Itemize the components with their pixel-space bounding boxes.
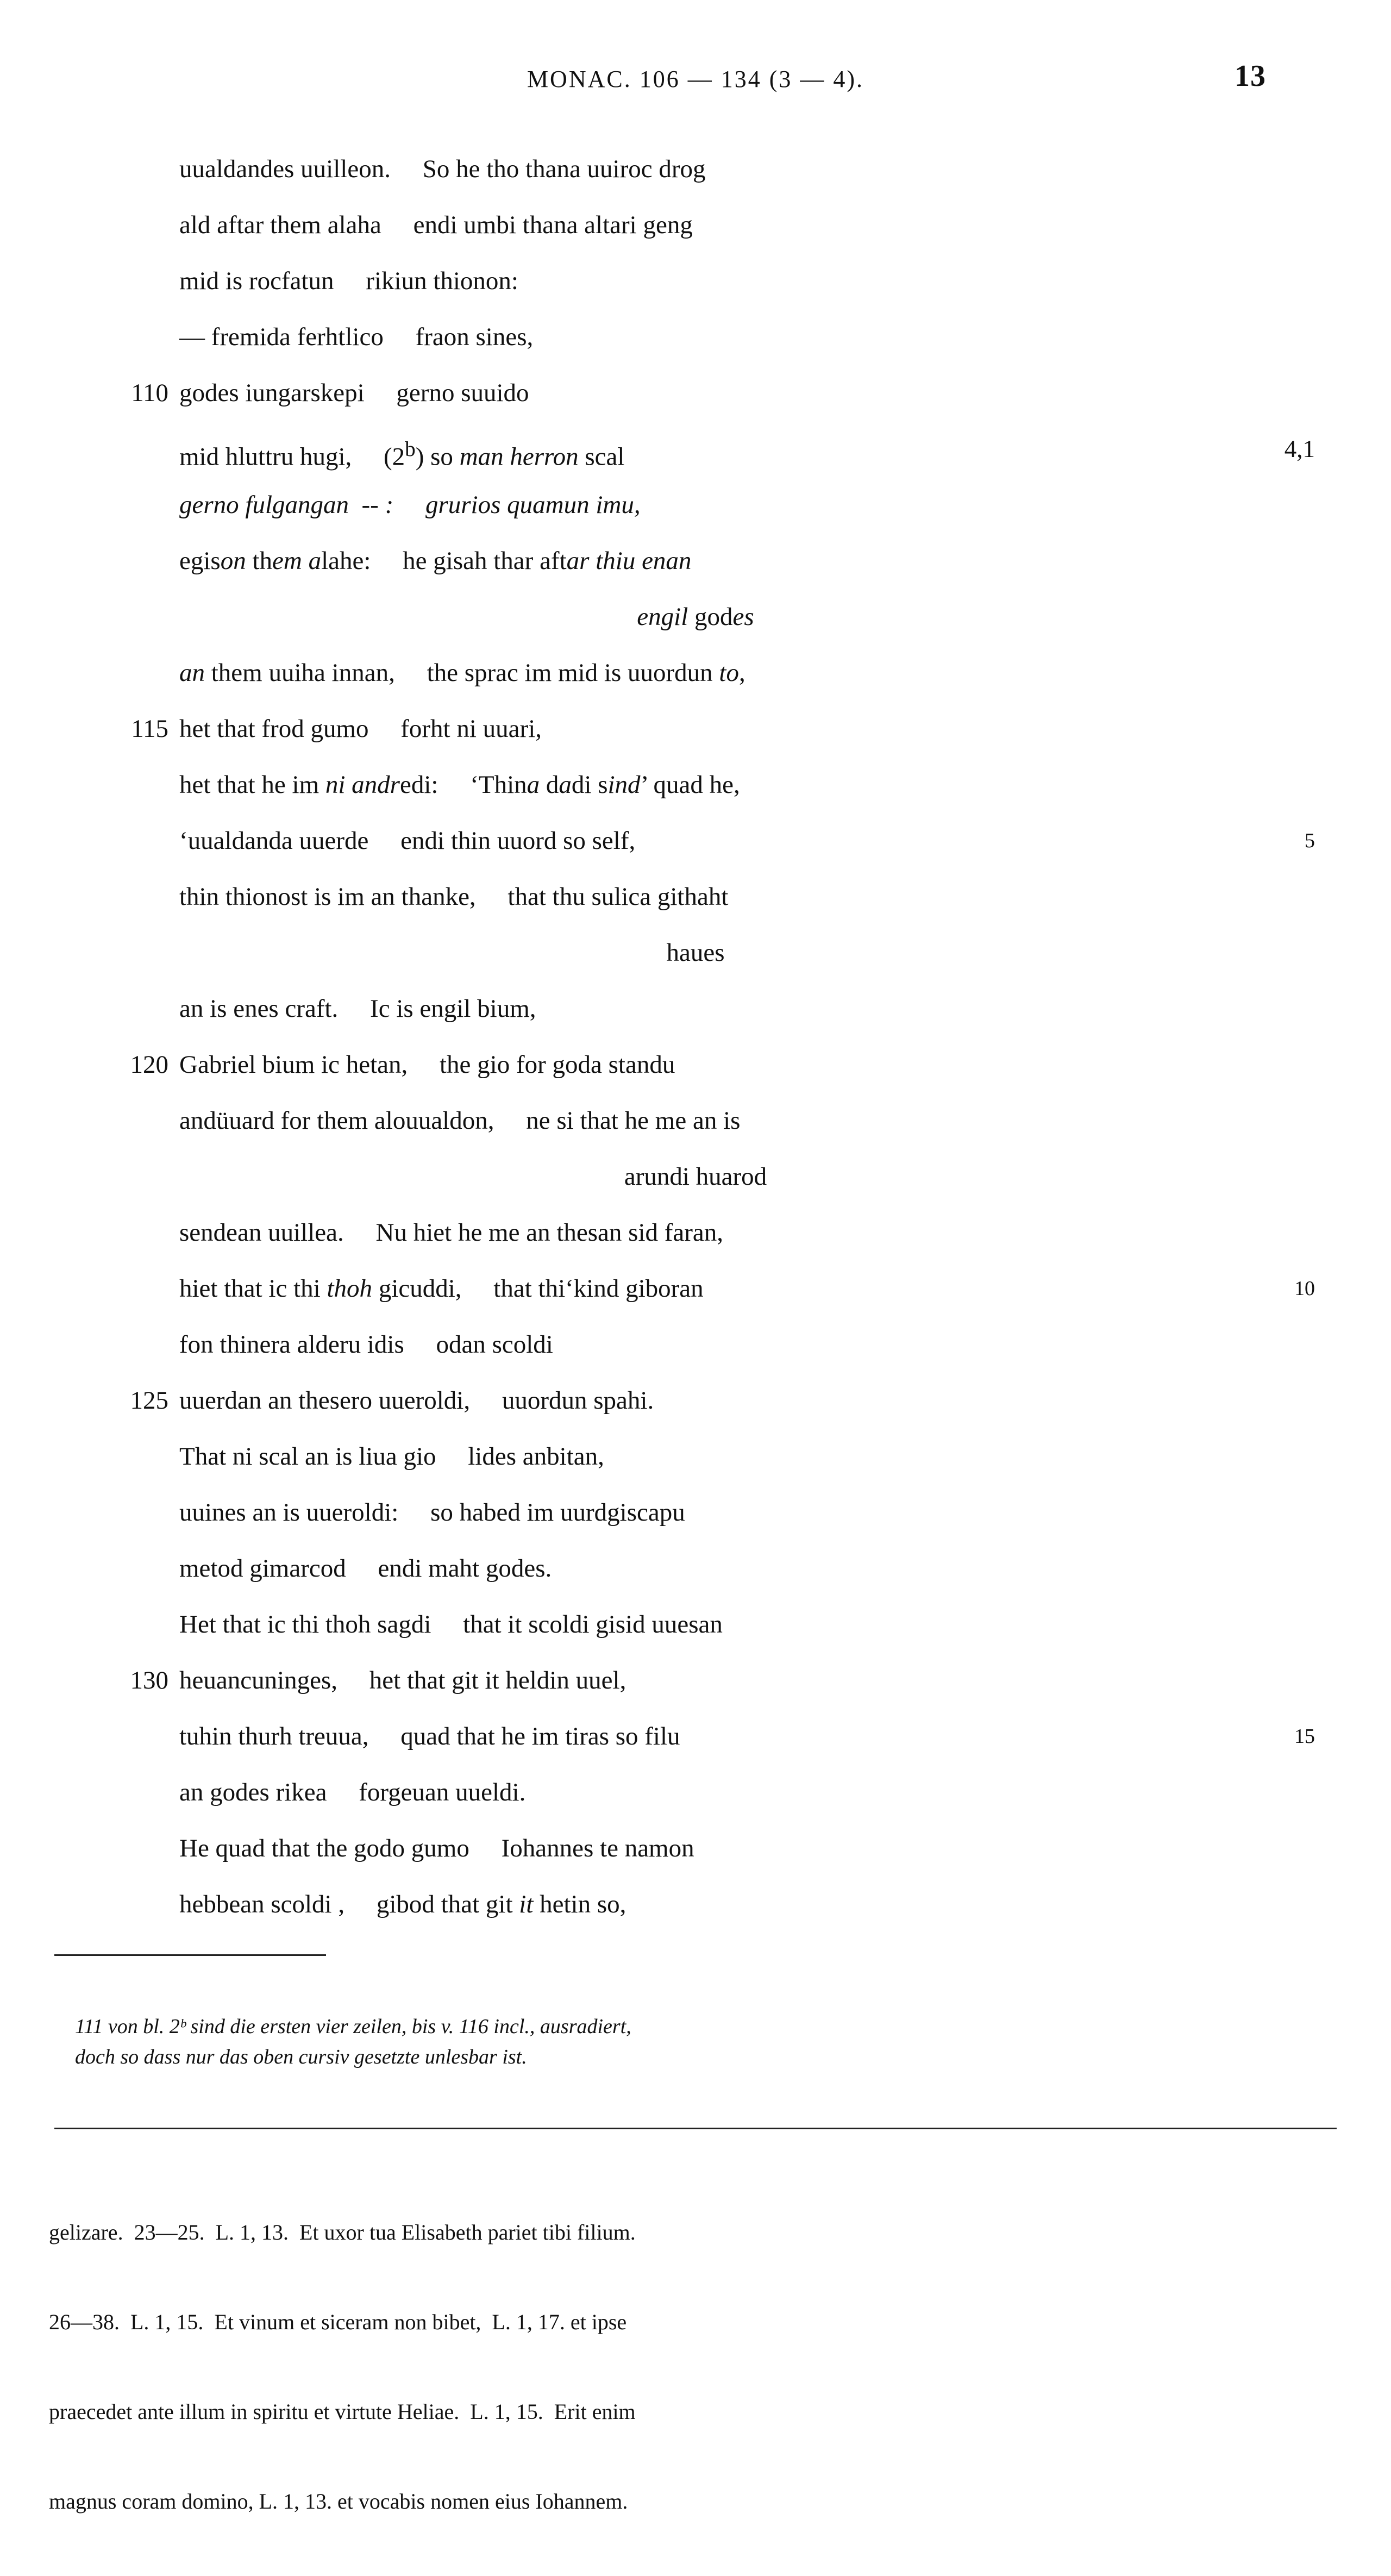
verse-line-number: 110 xyxy=(131,379,168,407)
verse-line-text: an godes rikea forgeuan uueldi. xyxy=(179,1778,526,1806)
verse-line-text: andüuard for them alouualdon, ne si that he me an is xyxy=(179,1106,741,1135)
verse-line-text: hebbean scoldi , gibod that git it hetin so, xyxy=(179,1890,626,1918)
verse-line-number: 120 xyxy=(130,1051,168,1079)
verse-line xyxy=(76,309,1315,365)
footnote-sources-line-4: magnus coram domino, L. 1, 13. et vocabis nomen eius Iohannem. xyxy=(49,2489,628,2514)
verse-line-text: het that he im ni andredi: ‘Thina dadi sind’ quad he, xyxy=(179,771,740,799)
footnote-sources-line-2: 26—38. L. 1, 15. Et vinum et siceram non bibet, L. 1, 17. et ipse xyxy=(49,2310,627,2334)
verse-line-text: mid hluttru hugi, (2$^b$) so man herron scal xyxy=(179,437,625,471)
verse-line xyxy=(76,365,1315,421)
verse-line xyxy=(76,1429,1315,1485)
verse-line-text: an is enes craft. Ic is engil bium, xyxy=(179,995,536,1023)
footnote-apparatus xyxy=(54,1981,1337,2103)
verse-line xyxy=(76,197,1315,253)
verse-line-text: heuancuninges, het that git it heldin uuel, xyxy=(179,1666,626,1695)
verse-line xyxy=(76,813,1315,869)
verse-line xyxy=(76,253,1315,309)
verse-line xyxy=(76,1261,1315,1317)
verse-line xyxy=(76,925,1315,981)
running-head-title: MONAC. 106 — 134 (3 — 4). xyxy=(527,66,864,92)
verse-line xyxy=(76,1205,1315,1261)
verse-line xyxy=(76,1373,1315,1429)
page-number: 13 xyxy=(1235,59,1266,93)
verse-line xyxy=(76,421,1315,477)
verse-line-text: fon thinera alderu idis odan scoldi xyxy=(179,1330,553,1359)
verse-line-text: Het that ic thi thoh sagdi that it scoldi gisid uuesan xyxy=(179,1610,723,1639)
verse-line xyxy=(76,1709,1315,1765)
verse-line xyxy=(76,1093,1315,1149)
verse-line-text: haues xyxy=(666,939,725,967)
verse-line xyxy=(76,1149,1315,1205)
verse-line-text: uualdandes uuilleon. So he tho thana uuiroc drog xyxy=(179,155,706,183)
verse-line-text: — fremida ferhtlico fraon sines, xyxy=(179,323,534,351)
verse-line-text: mid is rocfatun rikiun thionon: xyxy=(179,267,518,295)
verse-line xyxy=(76,1317,1315,1373)
verse-line-text: godes iungarskepi gerno suuido xyxy=(179,379,529,407)
verse-line-text: tuhin thurh treuua, quad that he im tiras so filu xyxy=(179,1722,680,1750)
verse-line xyxy=(76,869,1315,925)
footnote-rule-short xyxy=(54,1954,326,1956)
verse-line-text: het that frod gumo forht ni uuari, xyxy=(179,715,542,743)
footnote-apparatus-line-1: 111 von bl. 2ᵇ sind die ersten vier zeilen, bis v. 116 incl., ausradiert, xyxy=(75,2015,631,2038)
verse-line-text: ‘uualdanda uuerde endi thin uuord so self, xyxy=(179,827,636,855)
verse-line-number: 130 xyxy=(130,1666,168,1695)
verse-line-text: an them uuiha innan, the sprac im mid is uuordun to, xyxy=(179,659,745,687)
verse-body xyxy=(0,141,1391,1933)
verse-line xyxy=(76,1765,1315,1821)
verse-line xyxy=(76,477,1315,533)
verse-line-text: That ni scal an is liua gio lides anbitan, xyxy=(179,1442,604,1471)
verse-line-text: thin thionost is im an thanke, that thu sulica githaht xyxy=(179,883,729,911)
verse-line-number: 125 xyxy=(130,1386,168,1415)
verse-line-text: arundi huarod xyxy=(624,1162,767,1191)
verse-line xyxy=(76,645,1315,701)
verse-line xyxy=(76,1037,1315,1093)
verse-line-number: 115 xyxy=(131,715,168,743)
verse-line xyxy=(76,589,1315,645)
verse-line-text: He quad that the godo gumo Iohannes te namon xyxy=(179,1834,694,1862)
footnote-sources xyxy=(49,2158,1337,2576)
verse-margin-number: 5 xyxy=(1305,829,1315,852)
verse-line xyxy=(76,1821,1315,1877)
footnote-rule-long xyxy=(54,2128,1337,2129)
verse-line-text: uuines an is uueroldi: so habed im uurdgiscapu xyxy=(179,1498,685,1527)
verse-line xyxy=(76,533,1315,589)
verse-line xyxy=(76,757,1315,813)
footnote-apparatus-line-2: doch so dass nur das oben cursiv gesetzte unlesbar ist. xyxy=(75,2046,527,2068)
verse-line xyxy=(76,1877,1315,1933)
verse-line-text: gerno fulgangan -- : grurios quamun imu, xyxy=(179,491,641,519)
verse-line xyxy=(76,1597,1315,1653)
verse-line-text: hiet that ic thi thoh gicuddi, that thi‘kind giboran xyxy=(179,1274,704,1303)
running-head xyxy=(0,0,1391,93)
verse-line-text: sendean uuillea. Nu hiet he me an thesan sid faran, xyxy=(179,1218,724,1247)
footnote-sources-line-3: praecedet ante illum in spiritu et virtute Heliae. L. 1, 15. Erit enim xyxy=(49,2399,636,2424)
verse-line xyxy=(76,981,1315,1037)
footnote-sources-line-1: gelizare. 23—25. L. 1, 13. Et uxor tua Elisabeth pariet tibi filium. xyxy=(49,2220,636,2244)
verse-margin-number: 4,1 xyxy=(1284,435,1315,462)
verse-line xyxy=(76,1541,1315,1597)
verse-line-text: uuerdan an thesero uueroldi, uuordun spahi. xyxy=(179,1386,654,1415)
verse-margin-number: 15 xyxy=(1294,1725,1315,1748)
verse-line-text: egison them alahe: he gisah thar aftar thiu enan xyxy=(179,547,692,575)
verse-line-text: metod gimarcod endi maht godes. xyxy=(179,1554,552,1583)
verse-line xyxy=(76,141,1315,197)
verse-line xyxy=(76,701,1315,757)
verse-line xyxy=(76,1653,1315,1709)
verse-line-text: engil godes xyxy=(637,603,754,631)
verse-line-text: Gabriel bium ic hetan, the gio for goda standu xyxy=(179,1051,675,1079)
verse-line xyxy=(76,1485,1315,1541)
verse-line-text: ald aftar them alaha endi umbi thana altari geng xyxy=(179,211,693,239)
verse-margin-number: 10 xyxy=(1294,1277,1315,1300)
